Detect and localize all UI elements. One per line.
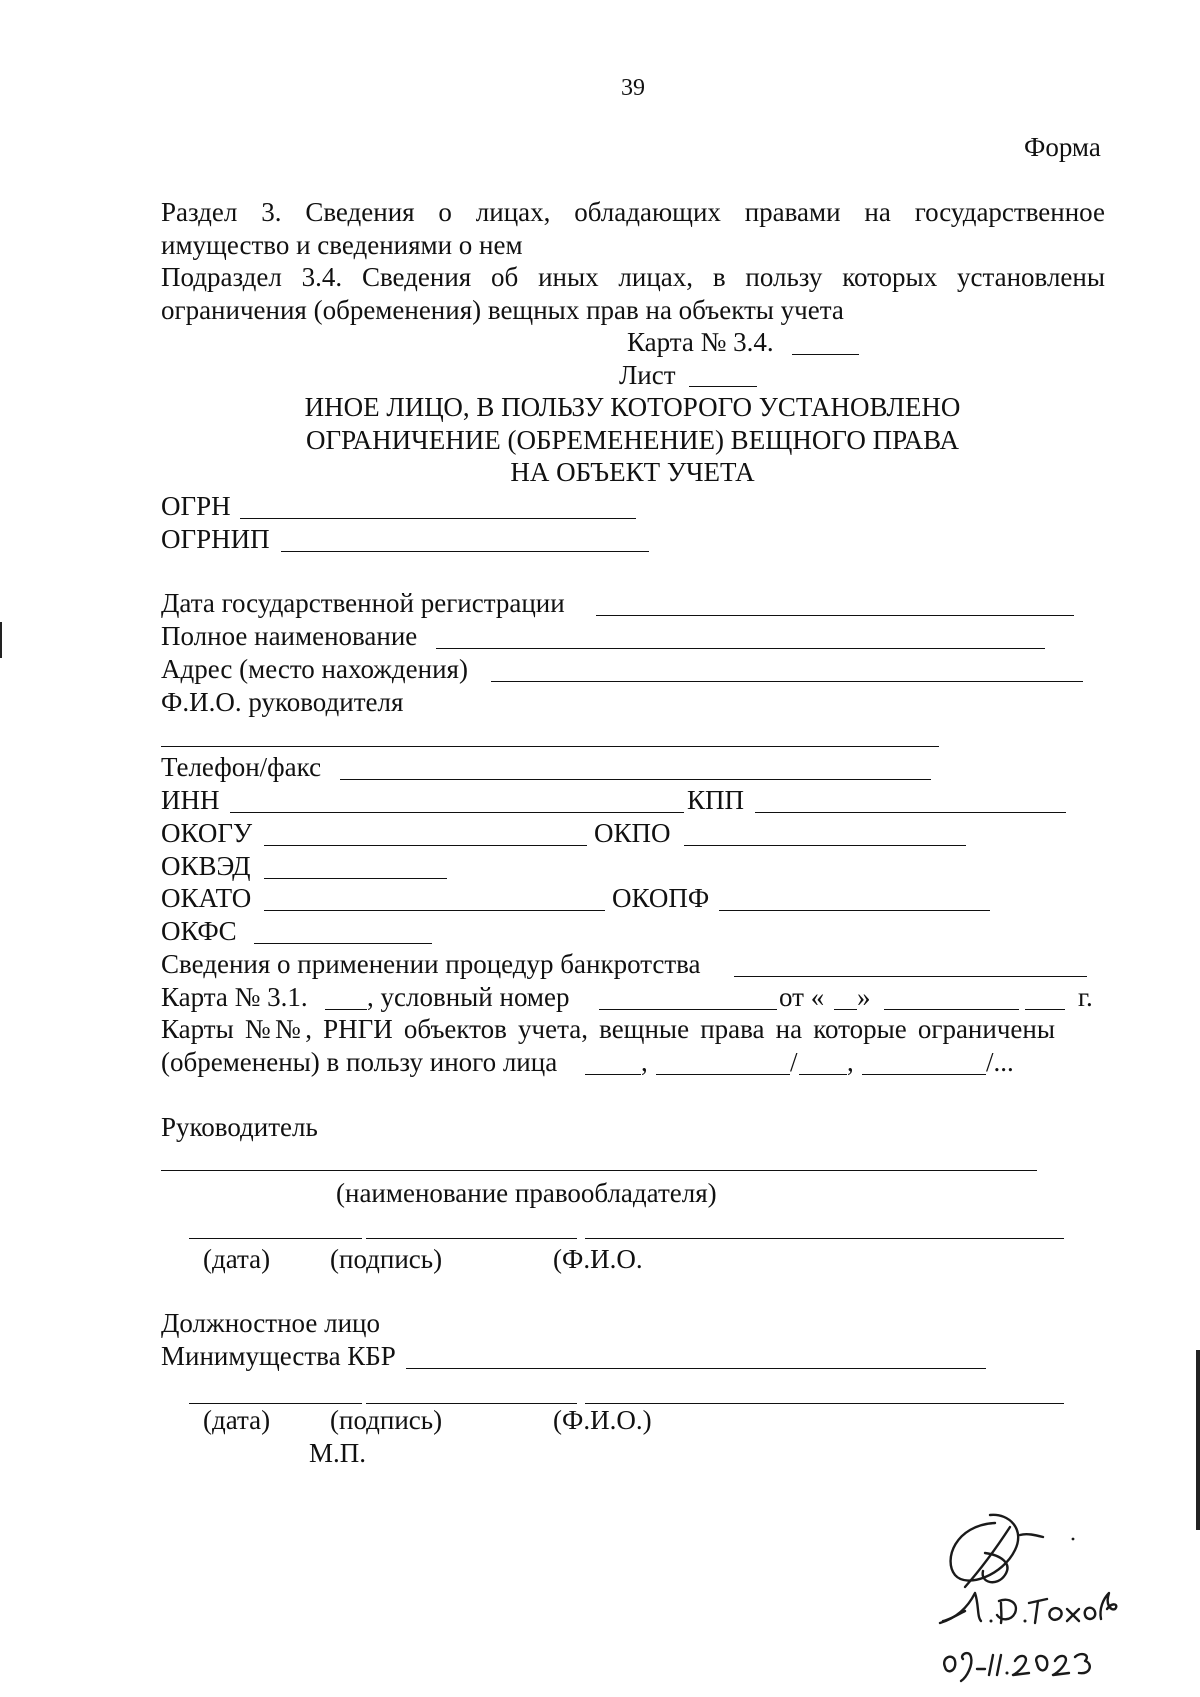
head-date-caption: (дата): [203, 1244, 271, 1274]
address-label: Адрес (место нахождения): [161, 654, 468, 684]
okato-field[interactable]: [264, 910, 605, 911]
inn-field[interactable]: [230, 812, 684, 813]
card31-year-label: г.: [1078, 982, 1093, 1012]
card31-day-field[interactable]: [834, 1009, 857, 1010]
card31-month-field[interactable]: [884, 1009, 1019, 1010]
okpo-field[interactable]: [684, 845, 966, 846]
head-name-label: Ф.И.О. руководителя: [161, 687, 404, 717]
section-line-2: имущество и сведениями о нем: [161, 230, 523, 260]
head-owner-field[interactable]: [161, 1170, 1037, 1171]
kpp-label: КПП: [687, 785, 745, 815]
ogrn-field[interactable]: [240, 518, 636, 519]
okfs-label: ОКФС: [161, 916, 237, 946]
subsection-line-1: Подраздел 3.4. Сведения об иных лицах, в пользу которых установлены: [161, 262, 1105, 292]
cards-comma-1: ,: [641, 1047, 648, 1077]
card-number-line: [792, 354, 859, 355]
cards-field-3[interactable]: [799, 1074, 847, 1075]
bankruptcy-field[interactable]: [734, 976, 1087, 977]
bankruptcy-label: Сведения о применении процедур банкротства: [161, 949, 701, 979]
phone-label: Телефон/факс: [161, 752, 322, 782]
head-signature-caption: (подпись): [330, 1244, 443, 1274]
page-number: 39: [621, 75, 645, 101]
official-name-field[interactable]: [406, 1368, 986, 1369]
stamp-place: М.П.: [309, 1438, 367, 1468]
title-line-1: ИНОЕ ЛИЦО, В ПОЛЬЗУ КОТОРОГО УСТАНОВЛЕНО: [304, 392, 961, 422]
official-fio-caption: (Ф.И.О.): [553, 1405, 652, 1435]
phone-field[interactable]: [340, 779, 931, 780]
sheet-line: [689, 386, 757, 387]
card-number-label: Карта № 3.4.: [627, 327, 774, 357]
okopf-field[interactable]: [719, 910, 990, 911]
okopf-label: ОКОПФ: [612, 883, 710, 913]
card31-conditional-label: , условный номер: [367, 982, 570, 1012]
sheet-label: Лист: [619, 360, 676, 390]
ogrnip-field[interactable]: [281, 551, 649, 552]
scan-mark-left: [0, 622, 2, 658]
okved-field[interactable]: [264, 878, 447, 879]
cards-field-1[interactable]: [585, 1074, 641, 1075]
official-date-caption: (дата): [203, 1405, 271, 1435]
head-name-field[interactable]: [161, 746, 939, 747]
reg-date-field[interactable]: [596, 615, 1074, 616]
official-fio-field[interactable]: [585, 1403, 1064, 1404]
okved-label: ОКВЭД: [161, 851, 251, 881]
form-label: Форма: [1024, 132, 1101, 162]
official-line-1: Должностное лицо: [161, 1308, 380, 1338]
title-line-2: ОГРАНИЧЕНИЕ (ОБРЕМЕНЕНИЕ) ВЕЩНОГО ПРАВА: [306, 425, 959, 455]
title-line-3: НА ОБЪЕКТ УЧЕТА: [510, 457, 755, 487]
okfs-field[interactable]: [254, 943, 432, 944]
head-block-label: Руководитель: [161, 1112, 318, 1142]
cards-tail: /...: [986, 1047, 1014, 1077]
card31-close-quote: »: [857, 982, 871, 1012]
head-owner-caption: (наименование правообладателя): [336, 1178, 717, 1208]
cards-field-4[interactable]: [862, 1074, 986, 1075]
card31-conditional-field[interactable]: [599, 1009, 777, 1010]
okato-label: ОКАТО: [161, 883, 252, 913]
head-signature-field[interactable]: [366, 1238, 577, 1239]
kpp-field[interactable]: [755, 812, 1066, 813]
card31-from-label: от «: [779, 982, 825, 1012]
address-field[interactable]: [491, 681, 1083, 682]
okpo-label: ОКПО: [594, 818, 671, 848]
card31-number-field[interactable]: [325, 1009, 367, 1010]
cards-line-2: (обременены) в пользу иного лица: [161, 1047, 558, 1077]
ogrn-label: ОГРН: [161, 491, 231, 521]
cards-comma-2: ,: [847, 1047, 854, 1077]
reg-date-label: Дата государственной регистрации: [161, 588, 565, 618]
official-signature-caption: (подпись): [330, 1405, 443, 1435]
official-line-2: Минимущества КБР: [161, 1341, 396, 1371]
inn-label: ИНН: [161, 785, 220, 815]
head-fio-field[interactable]: [585, 1238, 1064, 1239]
ogrnip-label: ОГРНИП: [161, 524, 270, 554]
card31-year-field[interactable]: [1025, 1009, 1065, 1010]
subsection-line-2: ограничения (обременения) вещных прав на объекты учета: [161, 295, 844, 325]
scan-mark-right: [1196, 1350, 1200, 1530]
handwritten-signature: [935, 1505, 1185, 1695]
card31-prefix: Карта № 3.1.: [161, 982, 308, 1012]
full-name-field[interactable]: [436, 648, 1045, 649]
cards-field-2[interactable]: [656, 1074, 790, 1075]
cards-slash-1: /: [790, 1047, 798, 1077]
head-fio-caption: (Ф.И.О.: [553, 1244, 643, 1274]
okogu-field[interactable]: [264, 845, 587, 846]
section-line-1: Раздел 3. Сведения о лицах, обладающих правами на государственное: [161, 197, 1105, 227]
cards-line-1: Карты №№, РНГИ объектов учета, вещные права на которые ограничены: [161, 1014, 1055, 1044]
full-name-label: Полное наименование: [161, 621, 418, 651]
okogu-label: ОКОГУ: [161, 818, 253, 848]
head-date-field[interactable]: [189, 1238, 362, 1239]
